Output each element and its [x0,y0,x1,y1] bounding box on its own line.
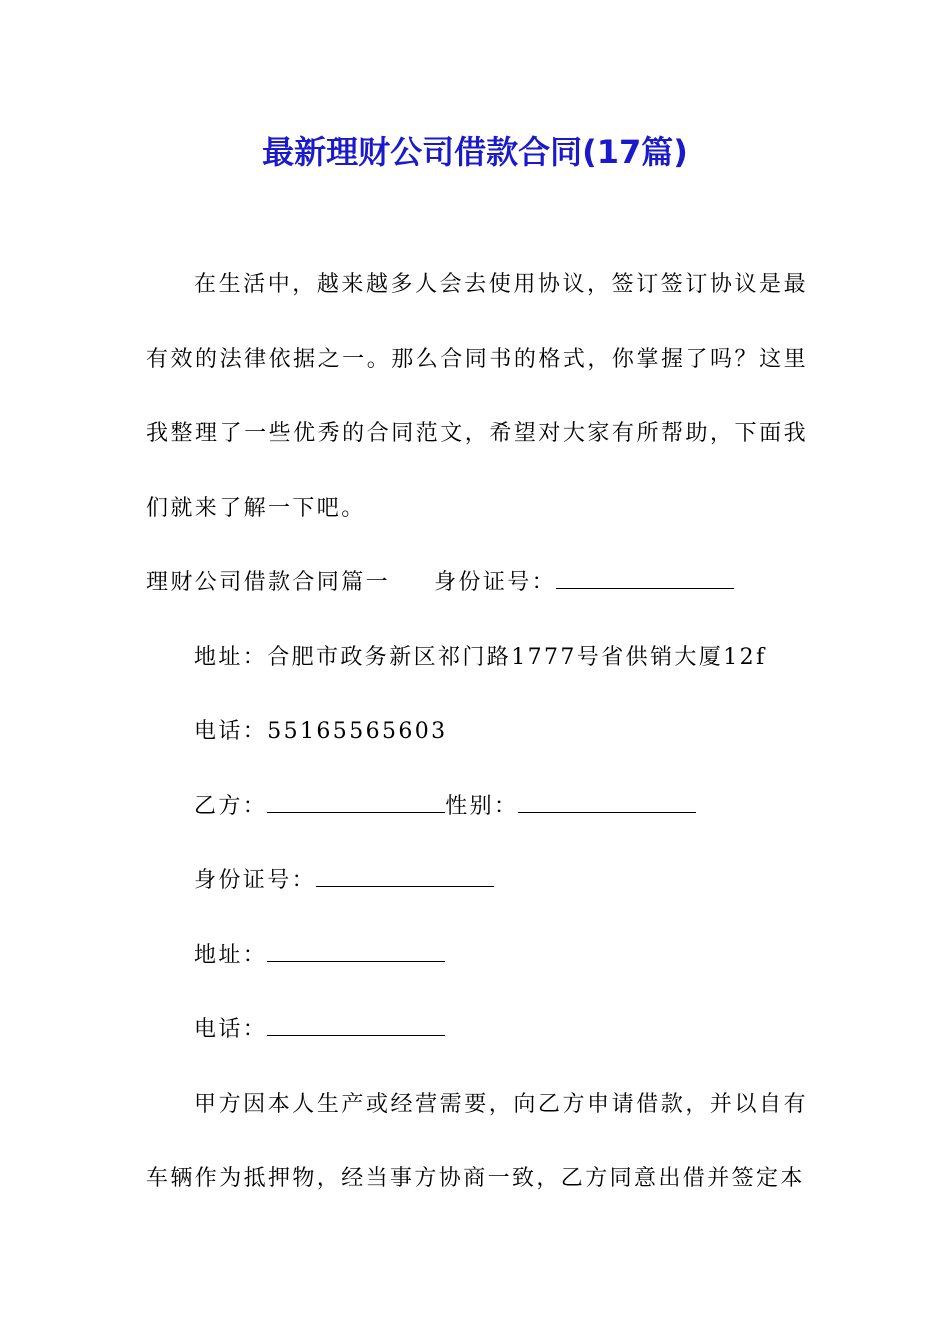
party-b-id-label: 身份证号： [194,868,317,893]
party-b-gender-label: 性别： [445,793,519,819]
party-a-id-label: 身份证号： [434,570,557,595]
party-a-id-blank [556,572,734,589]
party-b-address-label: 地址： [194,942,268,968]
section-heading-line [146,546,808,621]
party-b-phone-blank [267,1019,445,1036]
closing-paragraph: 甲方因本人生产或经营需要，向乙方申请借款，并以自有车辆作为抵押物，经当事方协商一致，乙方同意出借并签定本 [146,1091,808,1191]
party-b-address-line [146,919,808,994]
party-b-id-blank [316,870,494,887]
party-a-address-line [146,621,808,696]
party-b-phone-label: 电话： [194,1017,268,1042]
document-title: 最新理财公司借款合同(17篇) [262,133,688,171]
party-b-address-blank [267,945,445,962]
party-b-gender-blank [518,796,696,813]
section-heading: 理财公司借款合同篇一 [146,570,391,595]
party-a-phone-label: 电话： [194,719,268,744]
party-b-name-blank [267,796,445,813]
party-a-address-label: 地址： [194,644,268,670]
document-body [146,248,808,1217]
intro-paragraph: 在生活中，越来越多人会去使用协议，签订签订协议是最有效的法律依据之一。那么合同书的格式，你掌握了吗？这里我整理了一些优秀的合同范文，希望对大家有所帮助，下面我们就来了解一下吧。 [146,272,808,521]
party-a-phone-line [146,695,808,770]
party-b-id-line [146,844,808,919]
party-b-name-line [146,770,808,845]
party-b-name-label: 乙方： [194,793,268,819]
party-b-phone-line [146,993,808,1068]
party-a-address-value: 合肥市政务新区祁门路1777号省供销大厦12f [267,644,767,670]
party-a-phone-value: 55165565603 [267,719,448,744]
